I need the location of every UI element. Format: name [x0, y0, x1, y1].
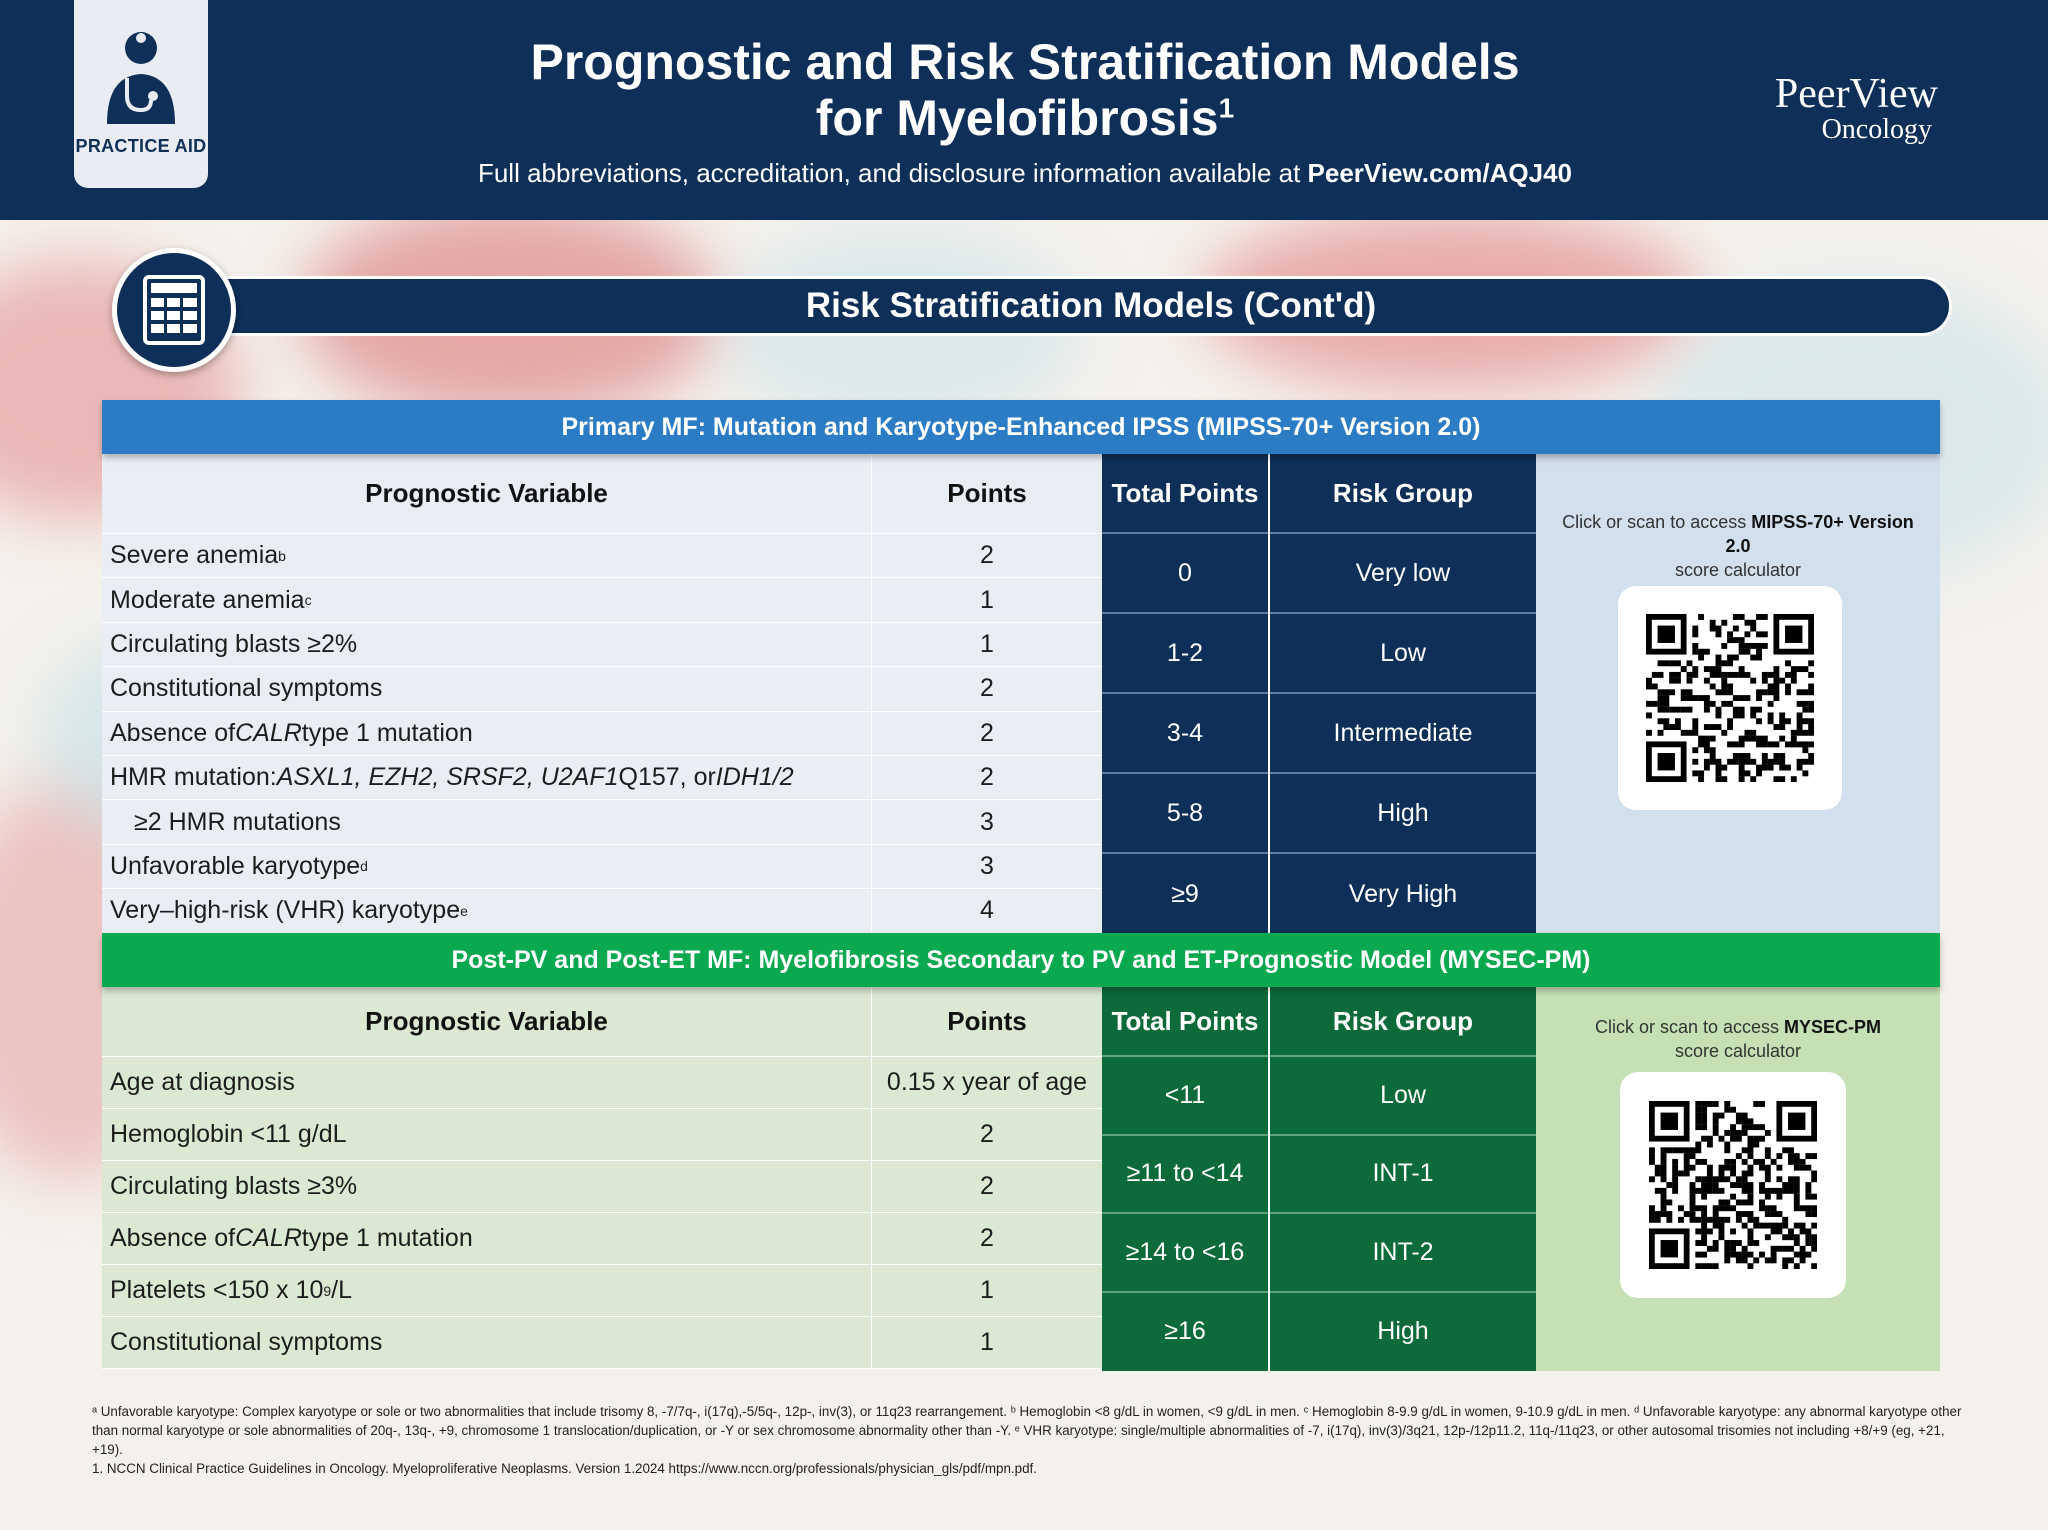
mysec-points-cell: 1 [872, 1317, 1102, 1369]
mysec-header-total: Total Points [1102, 987, 1268, 1057]
header [0, 0, 2048, 220]
mipss-variable-cell: Unfavorable karyotype d [102, 845, 871, 889]
mipss-qr-panel[interactable] [1536, 454, 1940, 934]
mysec-header-points: Points [872, 987, 1102, 1057]
mipss-header-variable: Prognostic Variable [102, 454, 871, 534]
mysec-points-cell: 2 [872, 1213, 1102, 1265]
mysec-points-column [872, 987, 1102, 1369]
mipss-variable-cell [102, 800, 871, 844]
variable-text: ≥2 HMR mutations [134, 807, 341, 836]
variable-text: Platelets <150 x 10 [110, 1276, 324, 1304]
mipss-points-cell: 2 [872, 712, 1102, 756]
mipss-points-cell: 2 [872, 756, 1102, 800]
title-footnote-marker: 1 [1218, 92, 1235, 124]
mipss-grid [102, 454, 1940, 934]
mysec-points-cell: 1 [872, 1265, 1102, 1317]
variable-text: Unfavorable karyotype [110, 851, 361, 880]
mipss-risk-group-cell: Very low [1270, 534, 1536, 614]
gene-name: CALR [235, 1224, 302, 1252]
subtitle-text: Full abbreviations, accreditation, and disclosure information available at [477, 158, 1308, 188]
mipss-points-cell: 3 [872, 845, 1102, 889]
variable-text-post: Q157, or [618, 763, 716, 792]
title-line-1: Prognostic and Risk Stratification Models [530, 34, 1520, 90]
mipss-table [102, 400, 1940, 934]
badge-label: PRACTICE AID [75, 136, 207, 156]
mysec-variable-column [102, 987, 872, 1369]
mysec-risk-group-cell: INT-1 [1270, 1136, 1536, 1215]
footnotes [92, 1402, 1962, 1478]
mysec-total-points-cell: ≥14 to <16 [1102, 1214, 1268, 1293]
mipss-points-cell: 2 [872, 667, 1102, 711]
mysec-risk-group-cell: High [1377, 1317, 1429, 1346]
mysec-variable-cell [102, 1213, 871, 1265]
mipss-variable-cell [102, 623, 871, 667]
title-line-2 [330, 90, 1720, 146]
footnote-definitions: ᵃ Unfavorable karyotype: Complex karyotype or sole or two abnormalities that include trisomy 8, -7/7q-, i(17q),-5/5q-, 12p-, inv(3), or 11q23 rearrangement. ᵇ Hemoglobin <8 g/dL in women, <9 g/dL in men. ᶜ Hemoglobin 8-9.9 g/dL in women, 9-10.9 g/dL in men. ᵈ Unfavorable karyotype: any abnormal karyotype other than normal karyotype or sole abnormalities of 20q-, 13q-, +9, chromosome 1 translocation/duplication, or -Y or sex chromosome abnormality other than -Y. ᵉ VHR karyotype: single/multiple abnormalities of -7, i(17q), inv(3)/3q21, 12p-/12p11.2, 11q-/11q23, or other autosomal trisomies not including +8/+9 (eg, +21, +19). [92, 1404, 1962, 1457]
variable-text-post: type 1 mutation [301, 718, 473, 747]
page-title [330, 34, 1720, 146]
mipss-points-cell: 2 [872, 534, 1102, 578]
mipss-total-points-cell: 3-4 [1102, 694, 1268, 774]
mysec-qr-caption-post: score calculator [1674, 1041, 1802, 1061]
mipss-total-points-cell: 1-2 [1102, 614, 1268, 694]
mipss-total-points-cell: 5-8 [1102, 774, 1268, 854]
mipss-qr-caption-bold: MIPSS-70+ Version 2.0 [1725, 512, 1914, 556]
mipss-risk-column [1270, 454, 1536, 934]
mysec-qr-caption [1536, 987, 1940, 1063]
mipss-qr-caption-post: score calculator [1674, 560, 1802, 580]
gene-name: IDH1/2 [715, 763, 794, 792]
mipss-points-cell: 4 [872, 889, 1102, 933]
mipss-title: Primary MF: Mutation and Karyotype-Enhanced IPSS (MIPSS-70+ Version 2.0) [102, 400, 1940, 454]
mipss-variable-cell: Severe anemia b [102, 534, 871, 578]
mysec-total-points-cell: ≥11 to <14 [1102, 1136, 1268, 1215]
mipss-total-points-cell: 0 [1102, 534, 1268, 614]
mipss-variable-cell: Very–high-risk (VHR) karyotype e [102, 889, 871, 933]
mipss-points-cell: 1 [872, 623, 1102, 667]
mipss-variable-column [102, 454, 872, 934]
practice-aid-badge [74, 0, 208, 188]
mysec-variable-cell [102, 1057, 871, 1109]
mysec-variable-cell: Platelets <150 x 10 9 /L [102, 1265, 871, 1317]
variable-text: Constitutional symptoms [110, 674, 383, 703]
section-title: Risk Stratification Models (Cont'd) [805, 286, 1377, 325]
mysec-qr-code-icon[interactable] [1620, 1072, 1846, 1298]
mysec-total-points-cell: <11 [1102, 1057, 1268, 1136]
mipss-variable-cell [102, 667, 871, 711]
mysec-variable-cell [102, 1109, 871, 1161]
brand-logo [1775, 72, 1938, 144]
mipss-qr-code-icon[interactable] [1618, 586, 1842, 810]
mipss-risk-group-cell: Low [1270, 614, 1536, 694]
variable-text: Circulating blasts ≥2% [110, 629, 358, 658]
variable-text: Very–high-risk (VHR) karyotype [110, 896, 461, 925]
mipss-points-cell: 3 [872, 800, 1102, 844]
mipss-total-points-cell: ≥9 [1171, 879, 1199, 908]
mysec-qr-caption-pre: Click or scan to access [1594, 1017, 1785, 1037]
mysec-header-risk: Risk Group [1270, 987, 1536, 1057]
variable-text-post: /L [331, 1276, 352, 1304]
mysec-risk-group-cell: Low [1270, 1057, 1536, 1136]
variable-text: Severe anemia [110, 541, 279, 570]
page-subtitle [330, 158, 1720, 189]
variable-text-post: type 1 mutation [301, 1224, 473, 1252]
mysec-points-cell: 2 [872, 1109, 1102, 1161]
mipss-risk-group-cell: High [1270, 774, 1536, 854]
variable-text: Absence of [110, 1224, 236, 1252]
mipss-total-column [1102, 454, 1270, 934]
gene-name: ASXL1, EZH2, SRSF2, U2AF1 [276, 763, 619, 792]
mysec-total-column [1102, 987, 1270, 1371]
mysec-qr-caption-bold: MYSEC-PM [1784, 1017, 1882, 1037]
mipss-risk-group-cell: Intermediate [1270, 694, 1536, 774]
section-banner [170, 276, 1952, 336]
mipss-risk-group-cell: Very High [1348, 879, 1458, 908]
mysec-risk-group-cell: INT-2 [1270, 1214, 1536, 1293]
mysec-risk-column [1270, 987, 1536, 1371]
mysec-variable-cell [102, 1317, 871, 1369]
mipss-header-total: Total Points [1102, 454, 1268, 534]
variable-text: Age at diagnosis [110, 1068, 295, 1096]
variable-text: Circulating blasts ≥3% [110, 1172, 358, 1200]
mipss-variable-cell [102, 756, 871, 800]
variable-text: Hemoglobin <11 g/dL [110, 1120, 347, 1148]
mysec-title: Post-PV and Post-ET MF: Myelofibrosis Secondary to PV and ET-Prognostic Model (MYSEC-PM) [102, 933, 1940, 987]
mipss-qr-caption-pre: Click or scan to access [1562, 512, 1752, 532]
mysec-variable-cell [102, 1161, 871, 1213]
calculator-grid-icon [112, 248, 236, 372]
variable-text: Absence of [110, 718, 236, 747]
brand-sub: Oncology [1821, 114, 1932, 145]
mysec-qr-panel[interactable] [1536, 987, 1940, 1371]
mysec-total-points-cell: ≥16 [1164, 1317, 1206, 1346]
mipss-points-column [872, 454, 1102, 934]
mipss-points-cell: 1 [872, 578, 1102, 622]
brand-main: PeerView [1774, 71, 1938, 117]
mipss-header-risk: Risk Group [1270, 454, 1536, 534]
footnote-reference: 1. NCCN Clinical Practice Guidelines in Oncology. Myeloproliferative Neoplasms. Version 1.2024 https://www.nccn.org/professionals/physician_gls/pdf/mpn.pdf. [92, 1461, 1037, 1476]
variable-text: Moderate anemia [110, 585, 305, 614]
subtitle-link[interactable]: PeerView.com/AQJ40 [1307, 158, 1573, 188]
mysec-table [102, 933, 1940, 1371]
variable-text: Constitutional symptoms [110, 1328, 383, 1356]
mysec-points-cell: 2 [872, 1161, 1102, 1213]
title-line-2-text: for Myelofibrosis [815, 90, 1219, 146]
mysec-grid [102, 987, 1940, 1371]
mipss-qr-caption [1536, 454, 1940, 582]
mipss-variable-cell [102, 712, 871, 756]
mipss-variable-cell: Moderate anemia c [102, 578, 871, 622]
variable-text: HMR mutation: [110, 763, 277, 792]
doctor-icon [99, 26, 183, 126]
gene-name: CALR [235, 718, 302, 747]
mysec-header-variable: Prognostic Variable [102, 987, 871, 1057]
mysec-points-cell: 0.15 x year of age [872, 1057, 1102, 1109]
mipss-header-points: Points [872, 454, 1102, 534]
